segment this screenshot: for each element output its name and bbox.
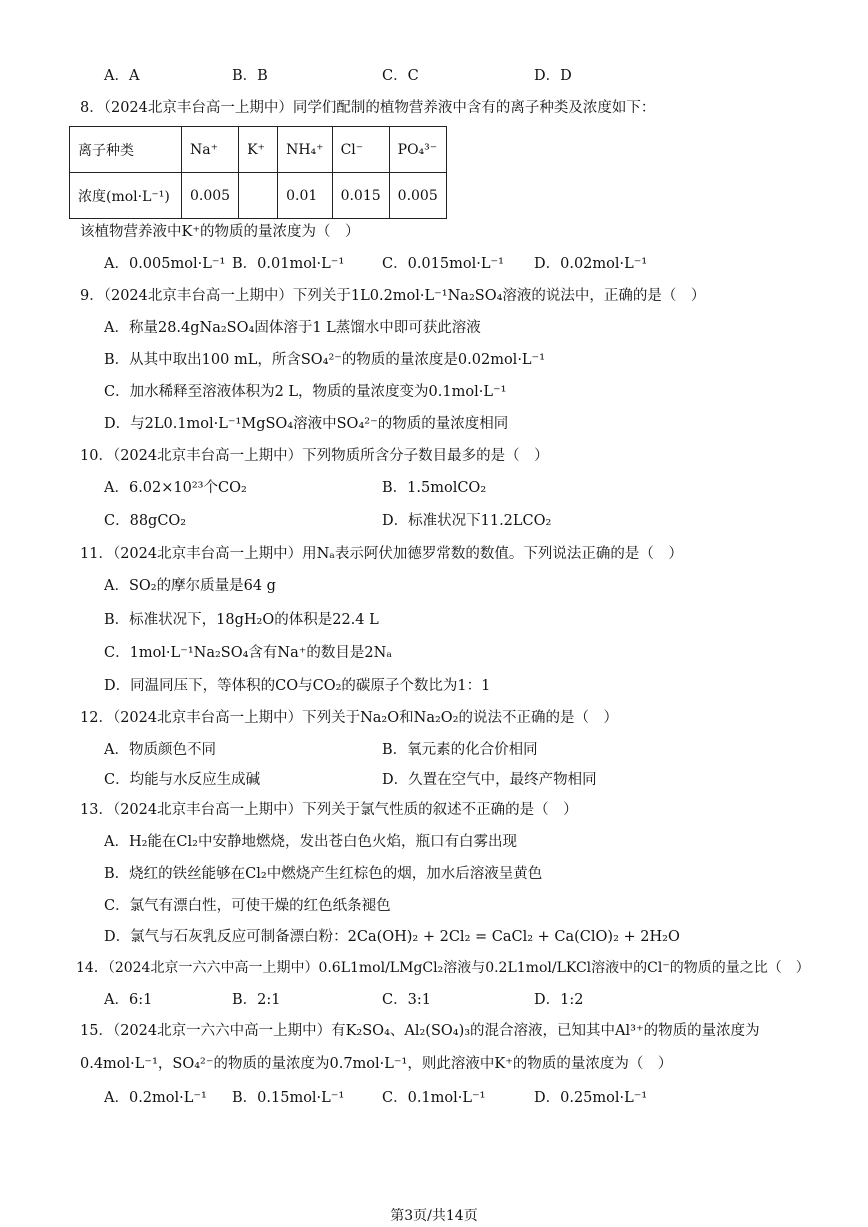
q10-option-b: B．1.5molCO₂ xyxy=(382,480,487,496)
q11-option-d: D．同温同压下，等体积的CO与CO₂的碳原子个数比为1：1 xyxy=(104,678,491,694)
page-number: 第3页/共14页 xyxy=(390,1208,478,1224)
q8-option-d: D．0.02mol·L⁻¹ xyxy=(534,256,648,272)
table-cell: 0.01 xyxy=(278,173,332,219)
q10-option-c: C．88gCO₂ xyxy=(104,513,187,529)
q9-stem: 9．（2024北京丰台高一上期中）下列关于1L0.2mol·L⁻¹Na₂SO₄溶液的说法中，正确的是（ ） xyxy=(80,288,706,304)
q15-option-b: B．0.15mol·L⁻¹ xyxy=(232,1090,345,1106)
q11-option-a: A．SO₂的摩尔质量是64 g xyxy=(104,578,276,594)
q10-option-a: A．6.02×10²³个CO₂ xyxy=(104,480,247,496)
q11-option-b: B．标准状况下，18gH₂O的体积是22.4 L xyxy=(104,612,379,628)
q11-stem: 11．（2024北京丰台高一上期中）用Nₐ表示阿伏加德罗常数的数值。下列说法正确的是（ ） xyxy=(80,546,683,562)
q14-option-a: A．6:1 xyxy=(104,992,153,1008)
q15-option-c: C．0.1mol·L⁻¹ xyxy=(382,1090,486,1106)
q10-stem: 10．（2024北京丰台高一上期中）下列物质所含分子数目最多的是（ ） xyxy=(80,448,549,464)
table-cell xyxy=(239,173,278,219)
table-cell: K⁺ xyxy=(239,127,278,173)
q8-stem: 8．（2024北京丰台高一上期中）同学们配制的植物营养液中含有的离子种类及浓度如下： xyxy=(80,100,656,116)
q14-option-d: D．1:2 xyxy=(534,992,584,1008)
q8-option-c: C．0.015mol·L⁻¹ xyxy=(382,256,504,272)
table-cell: Na⁺ xyxy=(182,127,239,173)
q11-option-c: C．1mol·L⁻¹Na₂SO₄含有Na⁺的数目是2Nₐ xyxy=(104,645,392,661)
q13-option-d: D．氯气与石灰乳反应可制备漂白粉：2Ca(OH)₂ + 2Cl₂ = CaCl₂ + Ca(ClO)₂ + 2H₂O xyxy=(104,929,680,945)
q8-ask: 该植物营养液中K⁺的物质的量浓度为（ ） xyxy=(80,224,360,240)
q13-option-a: A．H₂能在Cl₂中安静地燃烧，发出苍白色火焰，瓶口有白雾出现 xyxy=(104,834,517,850)
prev-option-c: C．C xyxy=(382,68,419,84)
table-cell: 0.005 xyxy=(389,173,446,219)
q15-option-a: A．0.2mol·L⁻¹ xyxy=(104,1090,207,1106)
q14-option-b: B．2:1 xyxy=(232,992,281,1008)
q8-option-b: B．0.01mol·L⁻¹ xyxy=(232,256,345,272)
table-cell: 0.015 xyxy=(332,173,389,219)
table-cell: PO₄³⁻ xyxy=(389,127,446,173)
q14-option-c: C．3:1 xyxy=(382,992,431,1008)
q9-option-c: C．加水稀释至溶液体积为2 L，物质的量浓度变为0.1mol·L⁻¹ xyxy=(104,384,507,400)
q12-option-a: A．物质颜色不同 xyxy=(104,742,216,758)
q9-option-a: A．称量28.4gNa₂SO₄固体溶于1 L蒸馏水中即可获此溶液 xyxy=(104,320,481,336)
q9-option-b: B．从其中取出100 mL，所含SO₄²⁻的物质的量浓度是0.02mol·L⁻¹ xyxy=(104,352,546,368)
table-cell: Cl⁻ xyxy=(332,127,389,173)
prev-option-d: D．D xyxy=(534,68,572,84)
prev-option-a: A．A xyxy=(104,68,140,84)
prev-option-b: B．B xyxy=(232,68,268,84)
table-cell: 0.005 xyxy=(182,173,239,219)
q15-option-d: D．0.25mol·L⁻¹ xyxy=(534,1090,648,1106)
q9-option-d: D．与2L0.1mol·L⁻¹MgSO₄溶液中SO₄²⁻的物质的量浓度相同 xyxy=(104,416,509,432)
q12-option-d: D．久置在空气中，最终产物相同 xyxy=(382,772,597,788)
q12-option-b: B．氧元素的化合价相同 xyxy=(382,742,538,758)
q15-stem-line1: 15．（2024北京一六六中高一上期中）有K₂SO₄、Al₂(SO₄)₃的混合溶液，已知其中Al³⁺的物质的量浓度为 xyxy=(80,1023,760,1039)
q12-stem: 12．（2024北京丰台高一上期中）下列关于Na₂O和Na₂O₂的说法不正确的是（ ） xyxy=(80,710,618,726)
q8-option-a: A．0.005mol·L⁻¹ xyxy=(104,256,226,272)
q14-stem: 14．（2024北京一六六中高一上期中）0.6L1mol/LMgCl₂溶液与0.2L1mol/LKCl溶液中的Cl⁻的物质的量之比（ ） xyxy=(76,960,810,976)
table-cell: NH₄⁺ xyxy=(278,127,332,173)
q12-option-c: C．均能与水反应生成碱 xyxy=(104,772,261,788)
q13-option-c: C．氯气有漂白性，可使干燥的红色纸条褪色 xyxy=(104,898,391,914)
ion-table xyxy=(69,126,447,219)
q10-option-d: D．标准状况下11.2LCO₂ xyxy=(382,513,552,529)
table-row xyxy=(70,173,447,219)
q13-option-b: B．烧红的铁丝能够在Cl₂中燃烧产生红棕色的烟，加水后溶液呈黄色 xyxy=(104,866,543,882)
table-cell: 浓度(mol·L⁻¹) xyxy=(70,173,182,219)
q13-stem: 13．（2024北京丰台高一上期中）下列关于氯气性质的叙述不正确的是（ ） xyxy=(80,802,578,818)
table-cell: 离子种类 xyxy=(70,127,182,173)
q15-stem-line2: 0.4mol·L⁻¹，SO₄²⁻的物质的量浓度为0.7mol·L⁻¹，则此溶液中K⁺的物质的量浓度为（ ） xyxy=(80,1056,673,1072)
table-row xyxy=(70,127,447,173)
